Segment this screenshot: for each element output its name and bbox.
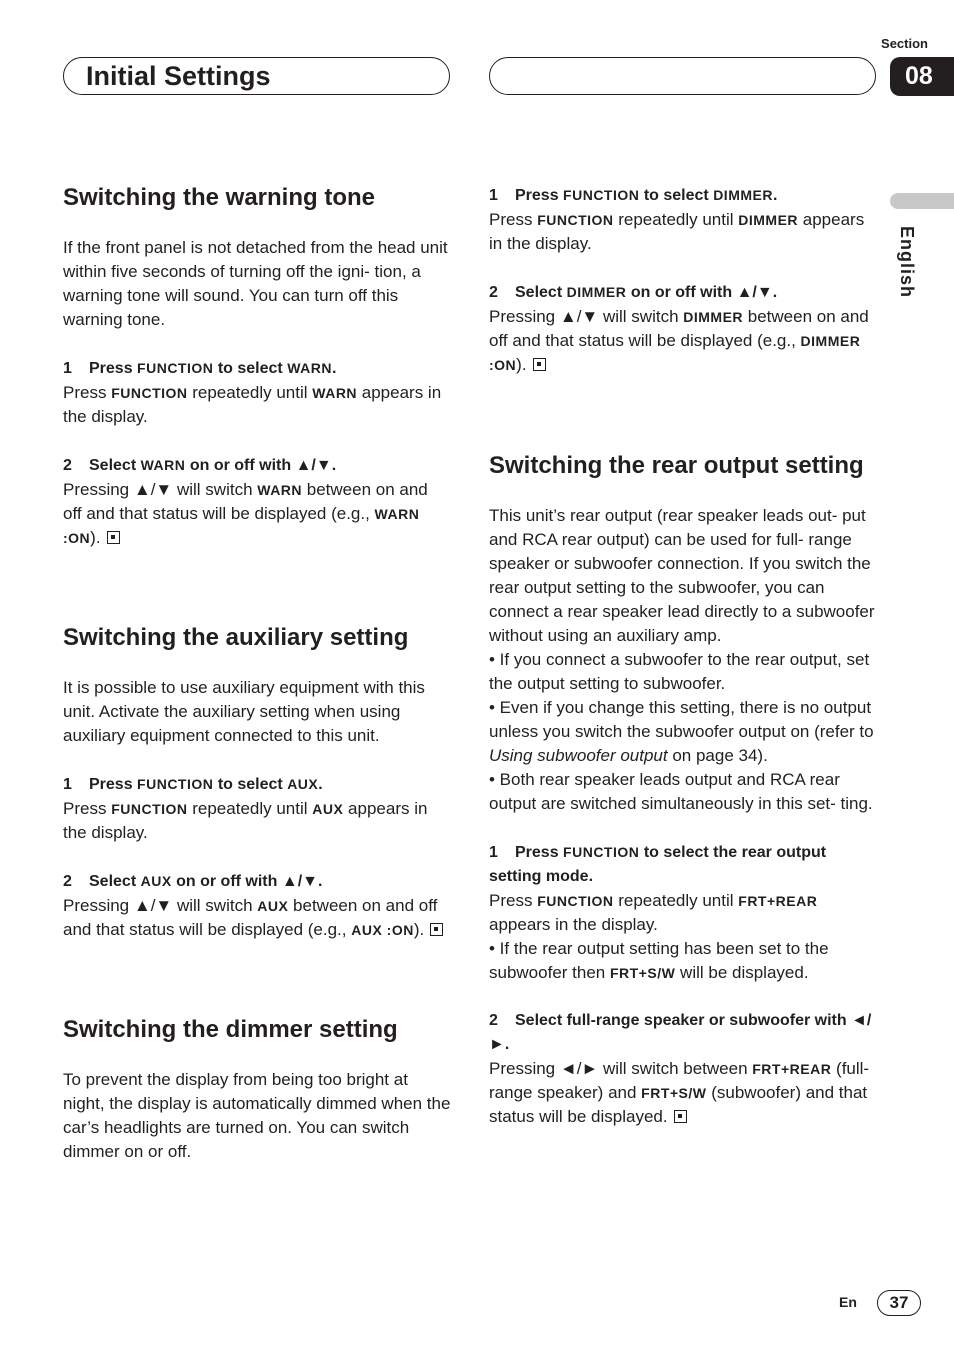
end-mark-icon (430, 923, 443, 936)
section-number-badge: 08 (890, 57, 954, 96)
warning-step2-title: 2 Select WARN on or off with ▲/▼. (63, 457, 337, 474)
warning-tone-heading: Switching the warning tone (63, 184, 375, 211)
auxiliary-step1-title: 1 Press FUNCTION to select AUX. (63, 776, 323, 793)
right-column (489, 183, 877, 1129)
auxiliary-step2-body: Pressing ▲/▼ will switch AUX between on and off and that status will be displayed (e.g., AUX :ON). (63, 894, 451, 942)
rear-output-heading: Switching the rear output setting (489, 452, 864, 479)
header-blank-box (489, 57, 876, 95)
warning-step1-title: 1 Press FUNCTION to select WARN. (63, 360, 337, 377)
left-column (63, 183, 451, 1164)
end-mark-icon (533, 358, 546, 371)
auxiliary-intro: It is possible to use auxiliary equipment with this unit. Activate the auxiliary setting when using auxiliary equipment connected to this unit. (63, 678, 425, 745)
warning-step2-body: Pressing ▲/▼ will switch WARN between on and off and that status will be displayed (e.g., WARN :ON). (63, 480, 428, 547)
auxiliary-step1-body: Press FUNCTION repeatedly until AUX appears in the display. (63, 799, 428, 842)
end-mark-icon (107, 531, 120, 544)
dimmer-intro: To prevent the display from being too bright at night, the display is automatically dimmed when the car’s headlights are turned on. You can switch dimmer on or off. (63, 1070, 451, 1161)
dimmer-heading: Switching the dimmer setting (63, 1016, 398, 1043)
rear-output-bullet-1: • If you connect a subwoofer to the rear output, set the output setting to subwoofer. (489, 650, 870, 693)
rear-output-intro: This unit’s rear output (rear speaker leads out- put and RCA rear output) can be used for full- range speaker or subwoofer connection. If you switch the rear output setting to the subwoofer, you can connect a rear speaker lead directly to a subwoofer without using an auxiliary amp. (489, 506, 875, 645)
auxiliary-heading: Switching the auxiliary setting (63, 624, 409, 651)
language-label: English (897, 226, 917, 299)
dimmer-step1-body: Press FUNCTION repeatedly until DIMMER appears in the display. (489, 210, 865, 253)
rear-step1-body: Press FUNCTION repeatedly until FRT+REAR appears in the display. (489, 891, 818, 934)
chapter-title-box (63, 57, 450, 95)
rear-step1-title: 1 Press FUNCTION to select the rear output setting mode. (489, 844, 827, 885)
footer-language-code: En (839, 1294, 857, 1310)
section-label: Section (881, 36, 928, 51)
dimmer-step2-body: Pressing ▲/▼ will switch DIMMER between on and off and that status will be displayed (e.g., DIMMER :ON). (489, 307, 869, 374)
page-number: 37 (877, 1290, 921, 1316)
rear-output-bullet-2: • Even if you change this setting, there is no output unless you switch the subwoofer output on (refer to Using subwoofer output on page 34). (489, 698, 874, 765)
language-tab-bar (890, 193, 954, 209)
warning-step1-body: Press FUNCTION repeatedly until WARN appears in the display. (63, 383, 442, 426)
auxiliary-step2-title: 2 Select AUX on or off with ▲/▼. (63, 873, 323, 890)
chapter-title: Initial Settings (86, 61, 271, 91)
rear-step2-body: Pressing ◄/► will switch between FRT+REAR (full-range speaker) and FRT+S/W (subwoofer) and that status will be displayed. (489, 1059, 870, 1126)
rear-step2-title: 2 Select full-range speaker or subwoofer with ◄/►. (489, 1012, 872, 1053)
rear-output-bullet-3: • Both rear speaker leads output and RCA rear output are switched simultaneously in this set- ting. (489, 770, 873, 813)
warning-tone-intro: If the front panel is not detached from the head unit within five seconds of turning off the igni- tion, a warning tone will sound. You can turn off this warning tone. (63, 238, 448, 329)
end-mark-icon (674, 1110, 687, 1123)
rear-step1-bullet: • If the rear output setting has been set to the subwoofer then FRT+S/W will be displayed. (489, 939, 829, 982)
dimmer-step2-title: 2 Select DIMMER on or off with ▲/▼. (489, 284, 778, 301)
dimmer-step1-title: 1 Press FUNCTION to select DIMMER. (489, 187, 778, 204)
